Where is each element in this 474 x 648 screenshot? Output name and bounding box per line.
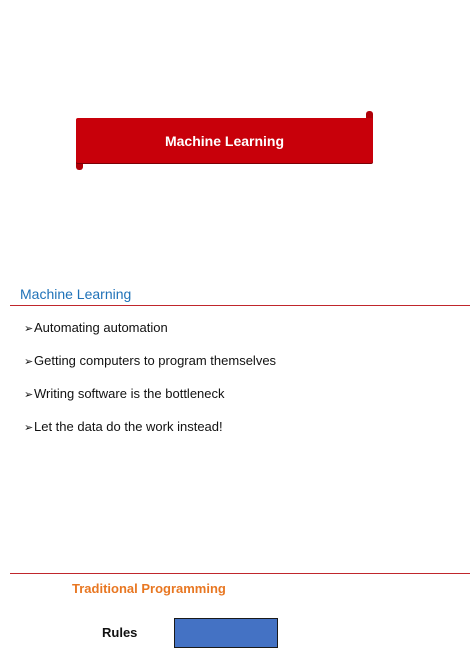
traditional-programming-title: Traditional Programming xyxy=(72,581,226,596)
bullet-item xyxy=(24,353,276,386)
bullet-text: Let the data do the work instead! xyxy=(34,419,223,434)
bullet-text: Automating automation xyxy=(34,320,168,335)
arrow-bullet-icon: ➢ xyxy=(24,323,34,335)
arrow-bullet-icon: ➢ xyxy=(24,356,34,368)
bullet-text: Writing software is the bottleneck xyxy=(34,386,225,401)
bullet-item xyxy=(24,320,276,353)
bullet-item xyxy=(24,386,276,419)
divider-top xyxy=(10,305,470,306)
bullet-text: Getting computers to program themselves xyxy=(34,353,277,368)
section-title: Machine Learning xyxy=(20,286,132,302)
bullet-item xyxy=(24,419,276,452)
rules-label: Rules xyxy=(102,625,138,640)
arrow-bullet-icon: ➢ xyxy=(24,389,34,401)
banner-title: Machine Learning xyxy=(164,132,285,149)
arrow-bullet-icon: ➢ xyxy=(24,422,34,434)
bullet-list xyxy=(24,320,276,452)
divider-bottom xyxy=(10,573,470,574)
program-box xyxy=(174,618,278,648)
